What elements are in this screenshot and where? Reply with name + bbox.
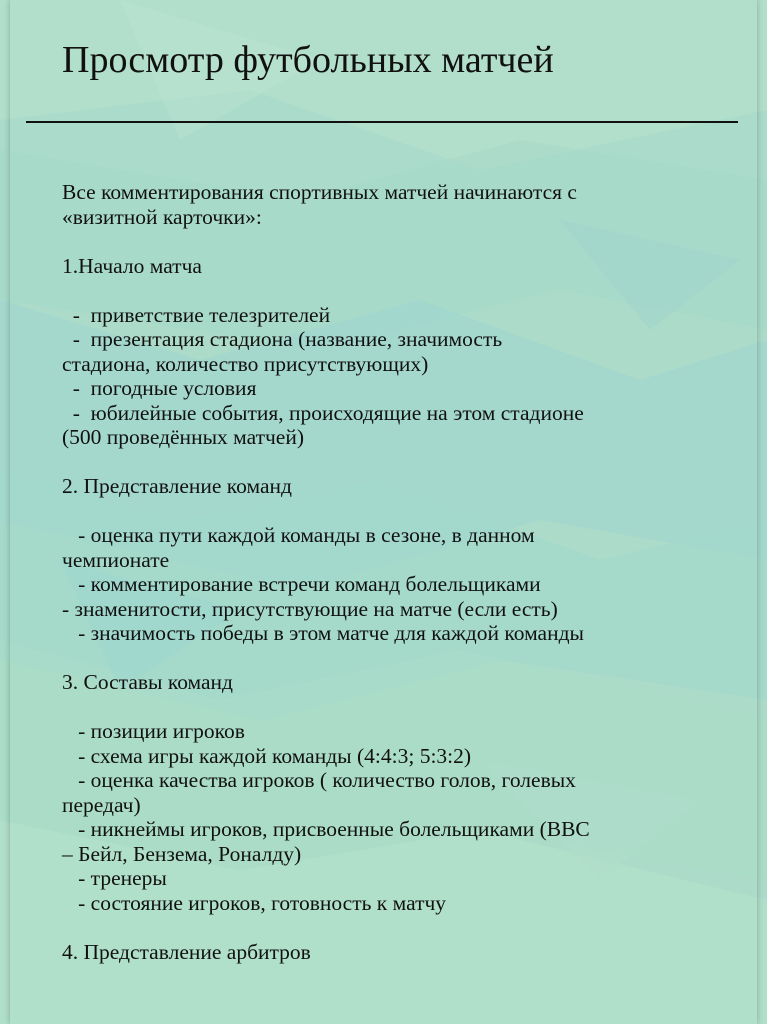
slide-body	[62, 180, 742, 964]
list-item: - комментирование встречи команд болельщиками	[62, 572, 541, 596]
list-item: – Бейл, Бензема, Роналду)	[62, 841, 302, 866]
list-item: - оценка качества игроков ( количество голов, голевых	[62, 768, 576, 792]
list-item: - схема игры каждой команды (4:4:3; 5:3:2)	[62, 743, 472, 768]
list-item: передач)	[62, 792, 141, 817]
list-item: - знаменитости, присутствующие на матче (если есть)	[62, 596, 558, 621]
list-item: стадиона, количество присутствующих)	[62, 351, 429, 376]
section-heading-match-start: 1.Начало матча	[62, 253, 202, 278]
list-item: - тренеры	[62, 866, 167, 890]
list-item: - значимость победы в этом матче для каждой команды	[62, 621, 584, 645]
list-item: - состояние игроков, готовность к матчу	[62, 890, 447, 915]
section-list-match-start	[62, 303, 742, 450]
list-item: - погодные условия	[62, 376, 257, 400]
list-item: - оценка пути каждой команды в сезоне, в данном	[62, 523, 535, 547]
section-list-lineups	[62, 719, 742, 915]
list-item: - никнеймы игроков, присвоенные болельщиками (BBC	[62, 817, 590, 841]
title-divider	[26, 121, 738, 123]
list-item: - позиции игроков	[62, 719, 245, 743]
section-heading-lineups: 3. Составы команд	[62, 670, 233, 694]
list-item: чемпионате	[62, 547, 170, 572]
intro-line: Все комментирования спортивных матчей начинаются с	[62, 180, 577, 204]
section-heading-referees: 4. Представление арбитров	[62, 939, 311, 964]
slide-title: Просмотр футбольных матчей	[62, 39, 554, 81]
list-item: - презентация стадиона (название, значимость	[62, 327, 503, 351]
list-item: (500 проведённых матчей)	[62, 425, 305, 449]
list-item: - юбилейные события, происходящие на этом стадионе	[62, 400, 584, 425]
section-heading-teams: 2. Представление команд	[62, 474, 292, 498]
list-item: - приветствие телезрителей	[62, 302, 331, 327]
section-list-teams	[62, 523, 742, 646]
intro-line: «визитной карточки»:	[62, 204, 262, 229]
